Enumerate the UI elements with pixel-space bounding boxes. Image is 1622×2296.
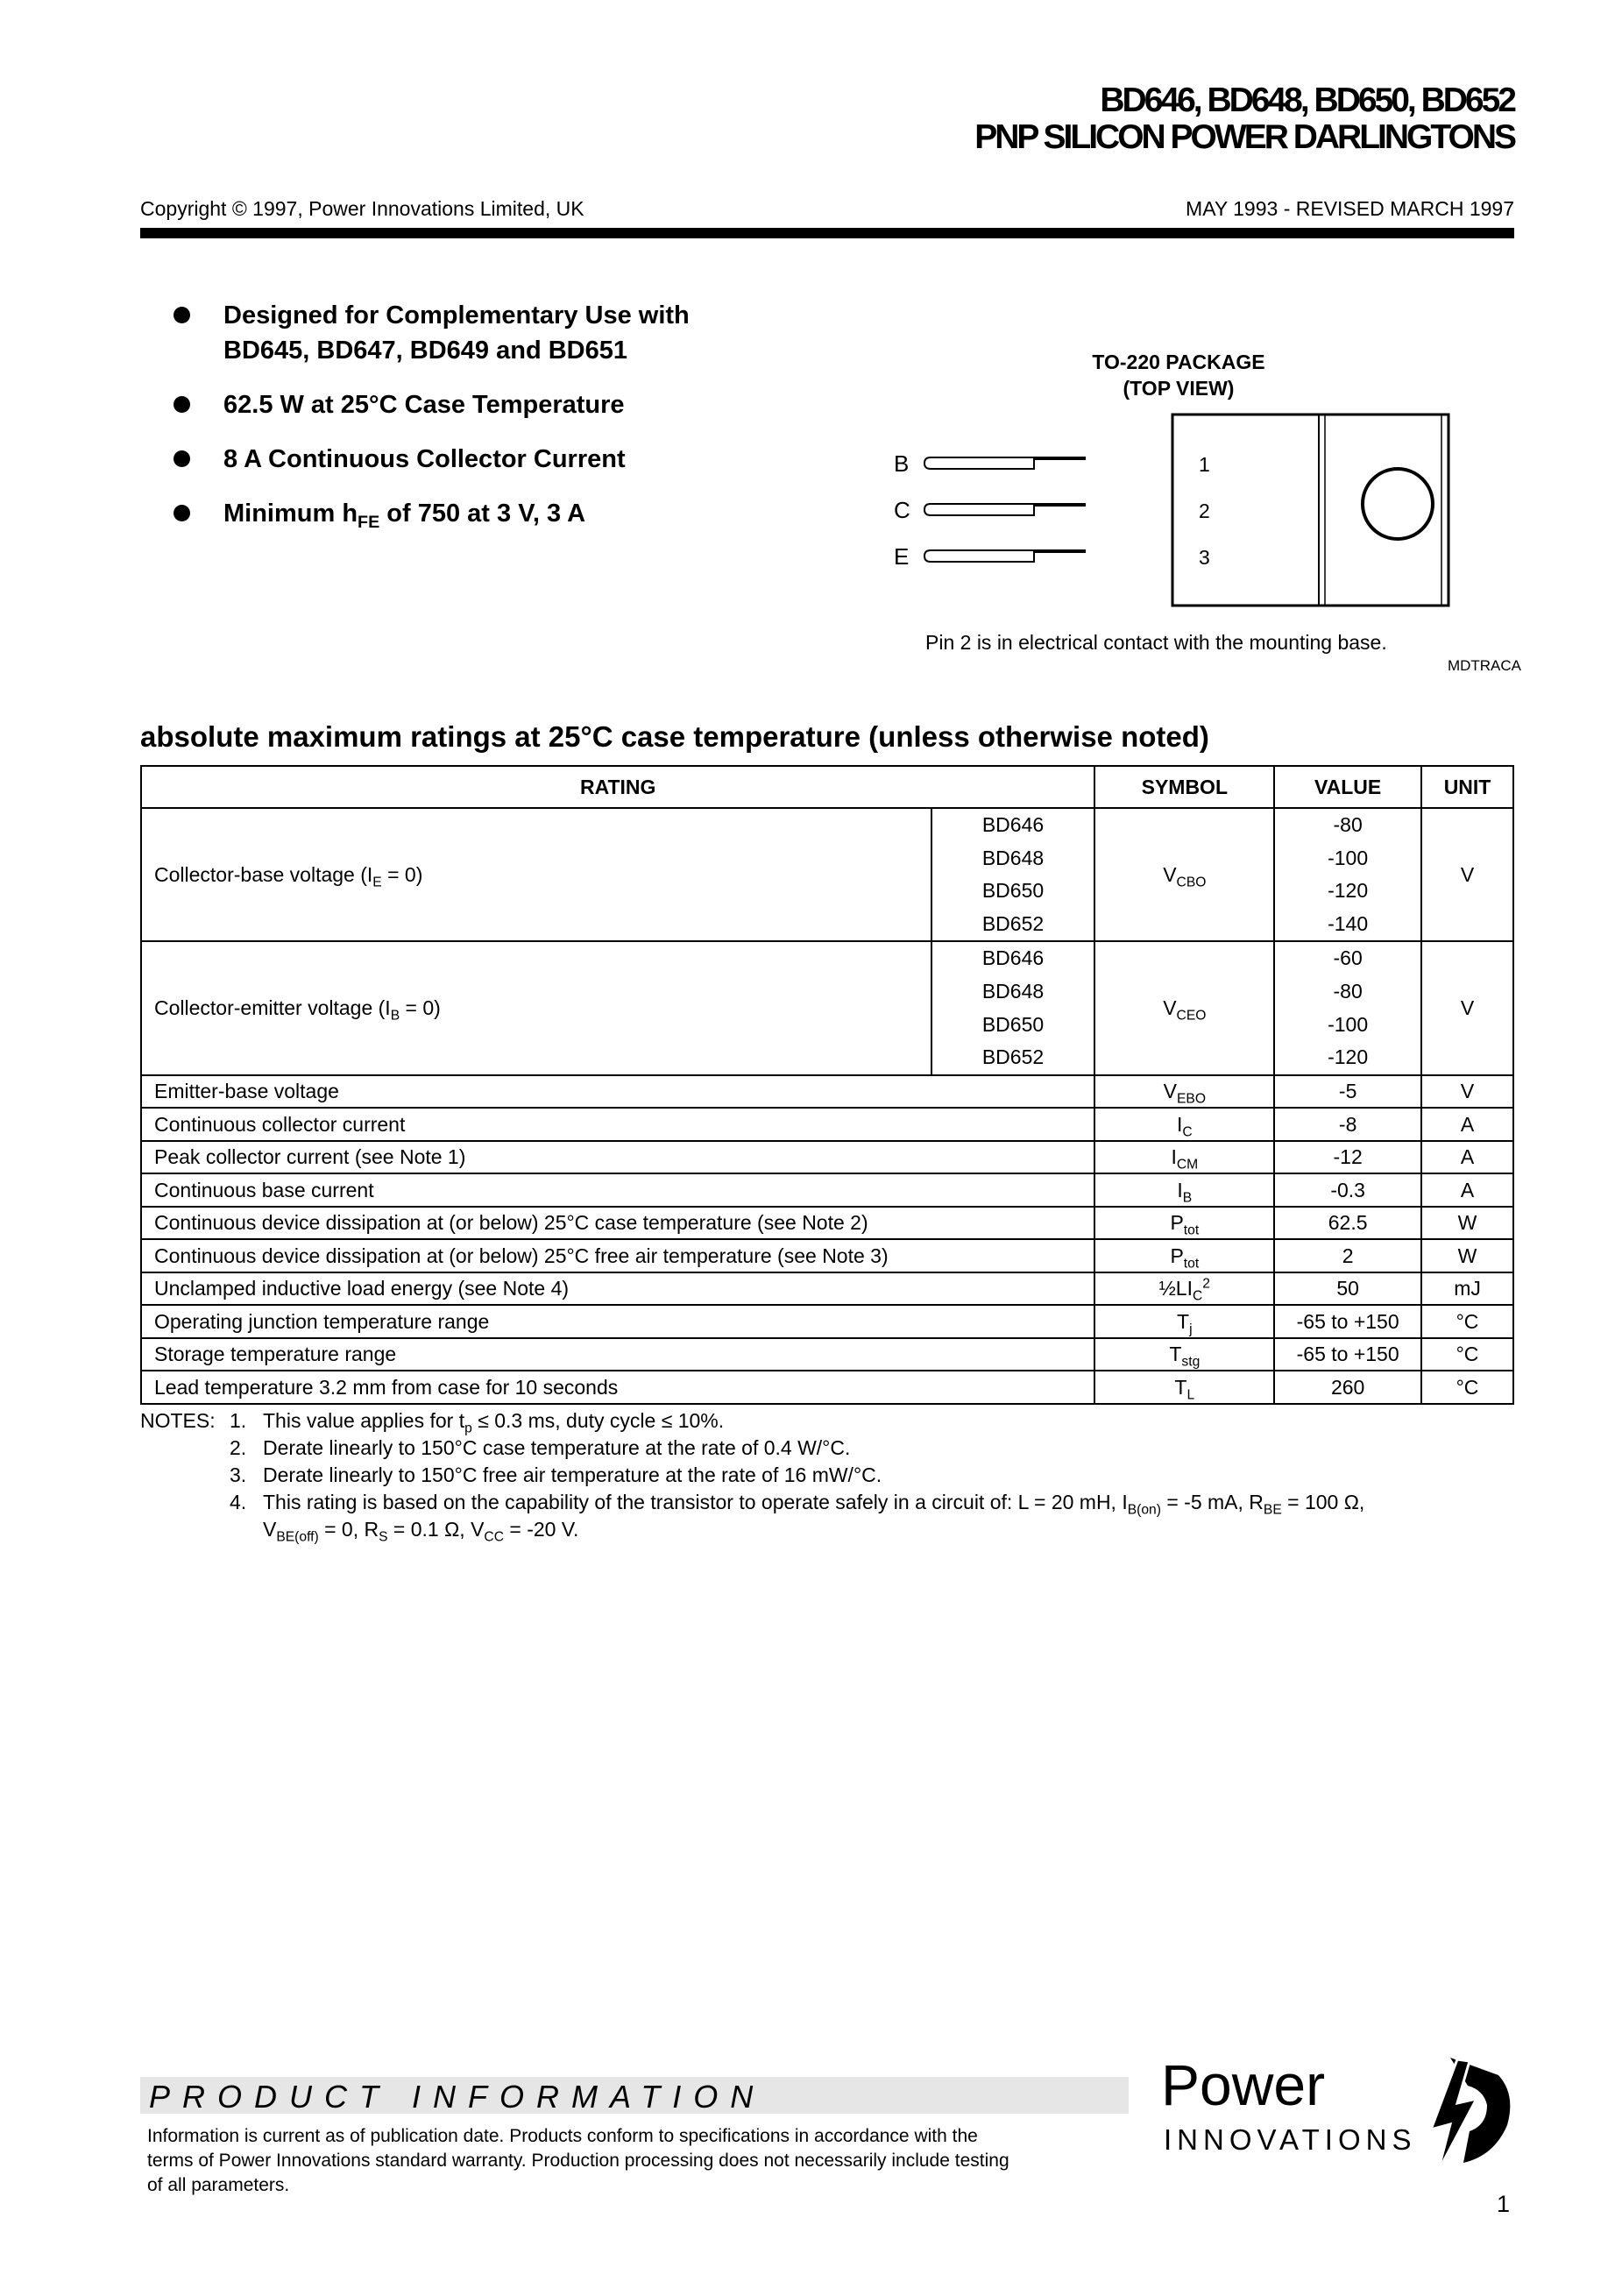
package-diagram — [876, 407, 1490, 618]
copyright-text: Copyright © 1997, Power Innovations Limited, UK — [140, 197, 584, 220]
rating-symbol: $I_B$ — [1094, 1173, 1274, 1207]
header-symbol: SYMBOL — [1094, 766, 1274, 808]
bullet-icon — [174, 307, 190, 323]
revision-date: MAY 1993 - REVISED MARCH 1997 — [1186, 197, 1514, 220]
table-header-row — [141, 766, 1513, 808]
rating-value: -0.3 — [1274, 1173, 1421, 1207]
header-rating: RATING — [141, 766, 1094, 808]
rating-unit: A — [1421, 1141, 1513, 1174]
rating-value: 50 — [1274, 1272, 1421, 1306]
header-rule — [140, 228, 1514, 238]
table-row — [141, 1305, 1513, 1338]
rating-value: -65 to +150 — [1274, 1305, 1421, 1338]
rating-label: Collector-base voltage $(I_E = 0)$ — [141, 808, 931, 941]
rating-symbol: $P_{tot}$ — [1094, 1207, 1274, 1240]
pin-number-3: 3 — [1199, 546, 1210, 569]
rating-symbol: $I_C$ — [1094, 1108, 1274, 1141]
pin-number-2: 2 — [1199, 500, 1210, 522]
table-row — [141, 941, 1513, 1074]
rating-label: Emitter-base voltage — [141, 1075, 1094, 1109]
rating-unit: V — [1421, 941, 1513, 1074]
pin-lead-1 — [924, 457, 1085, 469]
feature-list — [171, 298, 802, 550]
feature-item: Designed for Complementary Use with BD645, BD647, BD649 and BD651 — [171, 298, 802, 368]
power-innovations-logo — [1161, 2051, 1516, 2173]
rating-label: Collector-emitter voltage $(I_B = 0)$ — [141, 941, 931, 1074]
rating-symbol: $T_j$ — [1094, 1305, 1274, 1338]
rating-value: -12 — [1274, 1141, 1421, 1174]
bullet-icon — [174, 396, 190, 413]
mounting-tab — [1319, 415, 1448, 606]
rating-unit: A — [1421, 1173, 1513, 1207]
rating-label: Lead temperature 3.2 mm from case for 10 seconds — [141, 1371, 1094, 1404]
table-row — [141, 1338, 1513, 1371]
header-value: VALUE — [1274, 766, 1421, 808]
rating-symbol: $P_{tot}$ — [1094, 1239, 1274, 1272]
table-row — [141, 1108, 1513, 1141]
feature-item: Minimum $h_{FE}$ of 750 at 3 V, 3 A — [171, 496, 802, 531]
rating-value: 260 — [1274, 1371, 1421, 1404]
product-info-label: PRODUCT INFORMATION — [149, 2079, 766, 2115]
pin-lead-3 — [924, 550, 1085, 562]
rating-symbol: $\frac{1}{2}LI_C^2$ — [1094, 1272, 1274, 1306]
pin-number-1: 1 — [1199, 453, 1210, 476]
table-row — [141, 808, 1513, 941]
note-item: 2. Derate linearly to 150°C case temperature at the rate of 0.4 W/°C. — [230, 1436, 851, 1459]
rating-label: Unclamped inductive load energy (see Note 4) — [141, 1272, 1094, 1306]
rating-symbol: $V_{CBO}$ — [1094, 808, 1274, 941]
logo-word-innovations: INNOVATIONS — [1164, 2123, 1417, 2156]
table-row — [141, 1272, 1513, 1306]
disclaimer-text: Information is current as of publication date. Products conform to specifications in accordance with the terms of Power Innovations standard warranty. Production processing does not necessarily include testing of all parameters. — [147, 2126, 1009, 2195]
page-number: 1 — [1496, 2191, 1510, 2217]
rating-unit: °C — [1421, 1371, 1513, 1404]
rating-symbol: $I_{CM}$ — [1094, 1141, 1274, 1174]
rating-value: -8 — [1274, 1108, 1421, 1141]
pin-letter-b: B — [894, 450, 910, 477]
rating-unit: A — [1421, 1108, 1513, 1141]
pin-letter-e: E — [894, 543, 910, 570]
rating-label: Continuous collector current — [141, 1108, 1094, 1141]
pin-lead-2 — [924, 504, 1085, 515]
logo-word-power: Power — [1161, 2052, 1326, 2117]
note-item: NOTES: 1. This value applies for $t_p \le 0.3$ ms, duty cycle ≤ 10%. — [140, 1409, 725, 1436]
rating-unit: W — [1421, 1239, 1513, 1272]
notes — [140, 1407, 1514, 1543]
value-list: -80 -100 -120 -140 — [1274, 808, 1421, 941]
rating-label: Operating junction temperature range — [141, 1305, 1094, 1338]
rating-label: Continuous device dissipation at (or below) 25°C case temperature (see Note 2) — [141, 1207, 1094, 1240]
mounting-hole-icon — [1363, 469, 1433, 539]
feature-item: 8 A Continuous Collector Current — [171, 442, 802, 477]
bullet-icon — [174, 505, 190, 521]
rating-symbol: $T_L$ — [1094, 1371, 1274, 1404]
table-row — [141, 1371, 1513, 1404]
feature-item: 62.5 W at 25°C Case Temperature — [171, 387, 802, 422]
rating-value: 62.5 — [1274, 1207, 1421, 1240]
rating-unit: V — [1421, 1075, 1513, 1109]
ratings-table — [140, 765, 1514, 1405]
pin-leads — [924, 457, 1085, 562]
note-item: 4. This rating is based on the capability of the transistor to operate safely in a circuit of: L = 20 mH, $I_{B(on)} = -5$ mA, $R_{BE} = 100$ Ω, $V_{BE(off)} = 0$, $R_S = 0.1$ Ω, $V_{CC} = -20$ V. — [230, 1491, 1365, 1545]
ratings-title: absolute maximum ratings at 25°C case temperature (unless otherwise noted) — [140, 720, 1209, 753]
rating-symbol: $V_{CEO}$ — [1094, 941, 1274, 1074]
rating-unit: W — [1421, 1207, 1513, 1240]
figure-code: MDTRACA — [1447, 657, 1521, 674]
table-row — [141, 1141, 1513, 1174]
document-subtitle: PNP SILICON POWER DARLINGTONS — [974, 118, 1514, 156]
note-item: 3. Derate linearly to 150°C free air temperature at the rate of 16 mW/°C. — [230, 1463, 882, 1486]
rating-unit: V — [1421, 808, 1513, 941]
device-list: BD646 BD648 BD650 BD652 — [931, 808, 1095, 941]
lightning-bolt-icon — [1431, 2058, 1510, 2172]
rating-value: -5 — [1274, 1075, 1421, 1109]
table-row — [141, 1239, 1513, 1272]
table-row — [141, 1075, 1513, 1109]
value-list: -60 -80 -100 -120 — [1274, 941, 1421, 1074]
package-title: TO-220 PACKAGE (TOP VIEW) — [1092, 351, 1265, 400]
bullet-icon — [174, 450, 190, 467]
device-list: BD646 BD648 BD650 BD652 — [931, 941, 1095, 1074]
rating-unit: mJ — [1421, 1272, 1513, 1306]
rating-value: -65 to +150 — [1274, 1338, 1421, 1371]
simple-rating-rows — [141, 1075, 1513, 1404]
rating-label: Storage temperature range — [141, 1338, 1094, 1371]
rating-value: 2 — [1274, 1239, 1421, 1272]
rating-symbol: $T_{stg}$ — [1094, 1338, 1274, 1371]
package-body — [1172, 415, 1448, 606]
rating-label: Continuous base current — [141, 1173, 1094, 1207]
table-row — [141, 1173, 1513, 1207]
rating-label: Peak collector current (see Note 1) — [141, 1141, 1094, 1174]
pin-letter-c: C — [894, 497, 910, 523]
document-title: BD646, BD648, BD650, BD652 — [1100, 81, 1514, 119]
rating-label: Continuous device dissipation at (or below) 25°C free air temperature (see Note 3) — [141, 1239, 1094, 1272]
table-row — [141, 1207, 1513, 1240]
rating-unit: °C — [1421, 1305, 1513, 1338]
pin-note: Pin 2 is in electrical contact with the mounting base. — [925, 631, 1387, 654]
rating-unit: °C — [1421, 1338, 1513, 1371]
header-unit: UNIT — [1421, 766, 1513, 808]
rating-symbol: $V_{EBO}$ — [1094, 1075, 1274, 1109]
